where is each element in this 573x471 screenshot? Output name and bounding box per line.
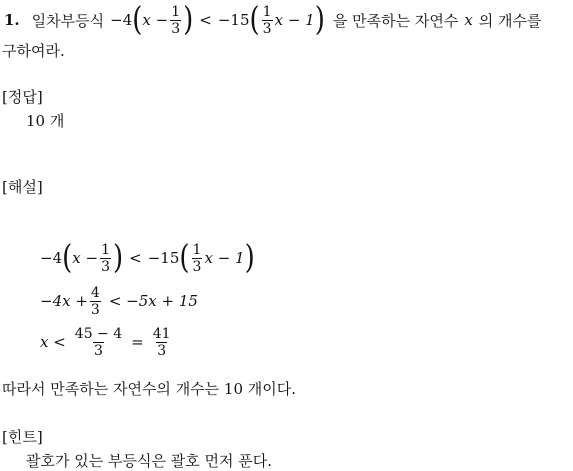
problem-rhs-coef: −15 [217,11,250,29]
problem-rhs-fraction [262,4,273,37]
problem-statement [4,1,542,39]
problem-lhs-inner: x − [142,11,169,29]
problem-number: 1. [4,11,20,29]
hint-label: [힌트] [2,428,43,446]
problem-lhs-coef: −4 [110,11,133,29]
step1-inner-b: x − 1 [204,249,245,267]
solution-step-3 [40,322,174,362]
right-paren: ) [113,239,124,277]
answer-label: [정답] [2,88,43,106]
step2-rhs: < −5x + 15 [108,292,198,310]
problem-lhs-fraction [170,4,181,37]
problem-rhs-inner: x − 1 [274,11,315,29]
fraction-denominator: 3 [90,301,100,318]
step1-rhs-coef: −15 [147,249,180,267]
step1-fraction-a [100,242,111,275]
step2-lhs: −4x + [40,292,88,310]
step3-lhs: x < [40,333,66,351]
fraction-numerator: 1 [171,3,181,20]
step2-fraction [90,285,101,318]
right-paren: ) [314,1,325,39]
fraction-numerator: 45 − 4 [74,325,123,342]
solution-label: [해설] [2,178,43,196]
solution-step-1 [40,238,255,278]
hint-text: 괄호가 있는 부등식은 괄호 먼저 푼다. [26,452,272,470]
step1-lhs-coef: −4 [40,249,63,267]
step1-inner-a: x − [72,249,99,267]
fraction-numerator: 1 [262,3,272,20]
left-paren: ( [179,239,190,277]
problem-var: x [464,11,473,29]
problem-op: < [199,11,212,29]
answer-value: 10 개 [26,112,65,130]
fraction-denominator: 3 [94,342,103,359]
problem-tail2: 의 개수를 [478,11,542,30]
left-paren: ( [132,1,143,39]
left-paren: ( [62,239,73,277]
fraction-numerator: 1 [101,241,110,258]
step3-fraction-2 [152,326,172,359]
right-paren: ) [183,1,194,39]
fraction-denominator: 3 [157,342,167,359]
fraction-numerator: 4 [90,284,100,301]
problem-tail: 을 만족하는 자연수 [332,11,459,30]
fraction-denominator: 3 [101,258,110,275]
step3-fraction-1 [74,326,123,359]
step1-op: < [129,249,142,267]
right-paren: ) [244,239,255,277]
fraction-denominator: 3 [192,258,202,275]
fraction-numerator: 41 [152,325,171,342]
problem-intro: 일차부등식 [31,11,105,30]
fraction-denominator: 3 [171,20,181,37]
fraction-numerator: 1 [192,241,202,258]
problem-line2: 구하여라. [2,42,65,60]
step1-fraction-b [192,242,203,275]
left-paren: ( [249,1,260,39]
fraction-denominator: 3 [262,20,272,37]
solution-step-2 [40,282,198,320]
solution-conclusion: 따라서 만족하는 자연수의 개수는 10 개이다. [2,380,297,398]
step3-eq: = [131,333,144,351]
